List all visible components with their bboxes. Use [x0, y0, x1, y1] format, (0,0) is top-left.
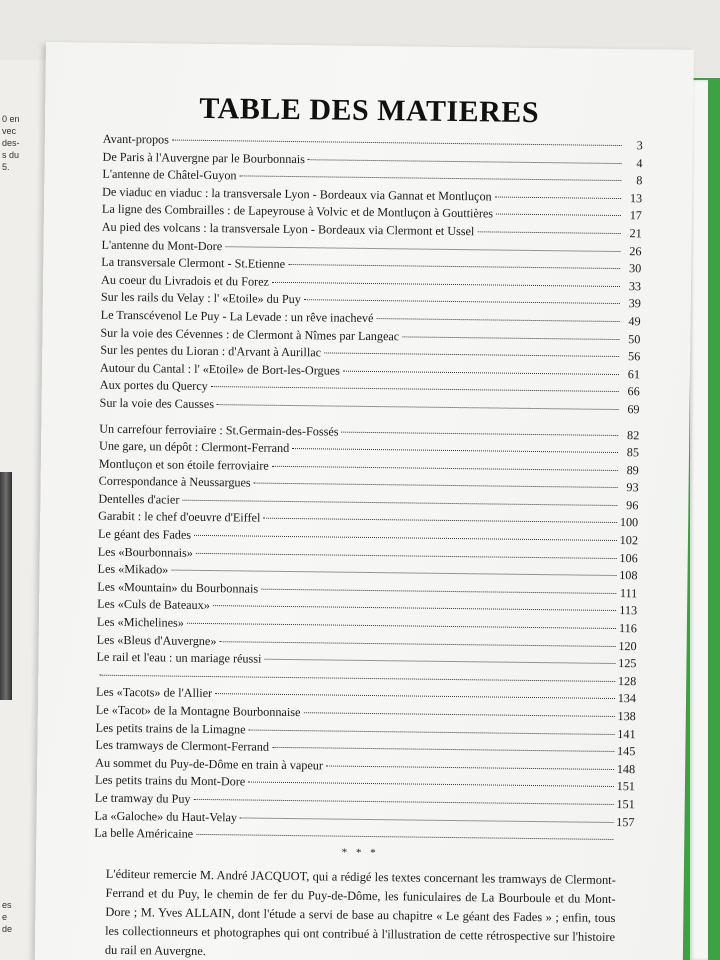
toc-entry-title: De Paris à l'Auvergne par le Bourbonnais	[102, 149, 306, 166]
toc-leader-dots	[288, 264, 620, 269]
toc-entry-title: Au coeur du Livradois et du Forez	[101, 272, 270, 289]
toc-entry-title: Garabit : le chef d'oeuvre d'Eiffel	[98, 509, 261, 526]
toc-entry-title: La belle Américaine	[94, 825, 194, 842]
toc-entry-title: Au sommet du Puy-de-Dôme en train à vapeur	[95, 755, 324, 773]
toc-leader-dots	[99, 675, 615, 682]
toc-page-number: 145	[617, 744, 636, 759]
left-page-photo	[0, 472, 12, 700]
separator: * * *	[341, 846, 379, 860]
toc-page-number: 30	[629, 261, 642, 276]
toc-leader-dots	[264, 659, 615, 664]
toc-leader-dots	[261, 589, 616, 594]
toc-leader-dots	[477, 231, 620, 234]
toc-entry-title: Sur la voie des Causses	[99, 395, 215, 411]
toc-entry-title: Au pied des volcans : la transversale Lyon - Bordeaux via Clermont et Ussel	[101, 219, 475, 239]
toc-leader-dots	[187, 623, 616, 629]
toc-entry-title: Sur les rails du Velay : l' «Etoile» du Puy	[100, 290, 301, 307]
toc-leader-dots	[248, 782, 613, 787]
toc-leader-dots	[240, 817, 613, 823]
toc-page-number: 138	[617, 709, 636, 724]
toc-page-number: 69	[627, 402, 640, 417]
toc-entry-title: Les petits trains du Mont-Dore	[94, 773, 246, 789]
toc-page-number: 151	[616, 779, 636, 794]
toc-page-number: 106	[619, 550, 638, 565]
toc-page-number: 4	[636, 155, 643, 170]
toc-leader-dots	[225, 246, 620, 252]
toc-entry-title: Une gare, un dépôt : Clermont-Ferrand	[98, 438, 290, 456]
toc-page-number: 113	[619, 603, 638, 618]
toc-leader-dots	[194, 799, 614, 805]
toc-leader-dots	[213, 606, 616, 612]
toc-leader-dots	[376, 318, 619, 322]
toc-entry-title: Le géant des Fades	[97, 526, 192, 542]
left-page-snippet: des-	[2, 138, 20, 148]
acknowledgement-text: L'éditeur remercie M. André JACQUOT, qui a rédigé les textes concernant les tramways de Clermont-Ferrand et du Puy, le chemin de fer du Puy-de-Dôme, les funiculaires de La Bourboule et du Mont-Dore ; M. Yves ALLAIN, dont l'étude a servi de base au chapitre « Le géant des Fades » ; enfin, tous les collectionneurs et photographes qui ont contribué à l'illustration de cette rétrospective sur l'histoire du rail en Auvergne.	[104, 866, 616, 959]
toc-entry-title: Les «Mountain» du Bourbonnais	[97, 579, 259, 596]
toc-page-number: 157	[616, 814, 635, 829]
toc-leader-dots	[308, 159, 622, 164]
toc-page-number: 141	[617, 726, 636, 741]
toc-entry-title: Les petits trains de la Limagne	[95, 720, 246, 737]
toc-page-number: 17	[629, 208, 643, 223]
toc-page-number: 96	[626, 497, 639, 513]
toc-page-number: 148	[616, 761, 636, 777]
toc-entry-title: Les «Tacots» de l'Allier	[95, 685, 213, 701]
left-page-snippet: e	[2, 912, 8, 922]
toc-entry-title: Le rail et l'eau : un mariage réussi	[96, 649, 262, 666]
toc-page-number: 82	[626, 427, 640, 442]
toc-entry-title: Le tramway du Puy	[94, 790, 191, 806]
toc-entry-title: Autour du Cantal : l' «Etoile» de Bort-les-Orgues	[99, 360, 341, 378]
toc-entry-title: Les «Mikado»	[97, 561, 169, 577]
toc-page-number: 61	[627, 366, 641, 381]
left-page-snippet: 0 en	[2, 114, 20, 124]
toc-page-number: 50	[628, 331, 641, 346]
toc-page-number: 49	[628, 314, 641, 329]
toc-leader-dots	[196, 834, 613, 840]
toc-leader-dots	[217, 404, 619, 410]
toc-leader-dots	[272, 747, 614, 752]
toc-entry-title: Montluçon et son étoile ferroviaire	[98, 456, 269, 473]
toc-page-number: 151	[616, 796, 635, 812]
toc-page-number: 93	[626, 480, 639, 495]
toc-entry-title: L'antenne du Mont-Dore	[101, 237, 223, 253]
toc-page-number: 120	[618, 638, 637, 653]
toc-leader-dots	[496, 214, 621, 217]
toc-leader-dots	[292, 448, 618, 453]
left-page-snippet: vec	[2, 126, 17, 136]
toc-entry-title: La «Galoche» du Haut-Velay	[94, 808, 238, 824]
toc-leader-dots	[172, 140, 622, 146]
toc-leader-dots	[240, 176, 622, 182]
toc-entry-title: Dentelles d'acier	[98, 491, 180, 507]
toc-page-number: 3	[636, 138, 643, 153]
toc-entry-title: De viaduc en viaduc : la transversale Lyon - Bordeaux via Gannat et Montluçon	[102, 184, 492, 204]
toc-page-number: 89	[626, 462, 639, 477]
toc-entry-title: L'antenne de Châtel-Guyon	[102, 166, 237, 183]
toc-page-number: 26	[629, 243, 642, 258]
left-page-snippet: s du	[2, 150, 20, 160]
toc-leader-dots	[304, 300, 620, 305]
toc-leader-dots	[495, 196, 621, 199]
toc-leader-dots	[343, 370, 619, 374]
toc-entry-title: Sur la voie des Cévennes : de Clermont à Nîmes par Langeac	[100, 325, 400, 343]
left-page-snippet: es	[2, 900, 12, 910]
toc-entry-title: Les tramways de Clermont-Ferrand	[95, 737, 270, 754]
toc-entry-title: Correspondance à Neussargues	[98, 473, 251, 490]
toc-leader-dots	[254, 483, 618, 488]
page-edges	[690, 80, 708, 960]
toc-leader-dots	[211, 386, 619, 392]
toc-leader-dots	[342, 431, 619, 435]
toc-leader-dots	[326, 765, 614, 770]
toc-page-number: 85	[626, 445, 640, 460]
toc-entry-title: Les «Bourbonnais»	[97, 544, 193, 560]
toc-page-number: 21	[629, 226, 642, 241]
toc-entry-title: Les «Culs de Bateaux»	[97, 597, 210, 613]
toc-page-number: 13	[629, 190, 643, 206]
toc-leader-dots	[324, 353, 619, 358]
toc-page-number: 116	[618, 621, 637, 636]
toc-entry-title: Les «Michelines»	[96, 614, 185, 630]
toc-leader-dots	[171, 570, 616, 576]
page-title: TABLE DES MATIERES	[199, 91, 540, 130]
toc-entry-title: Les «Bleus d'Auvergne»	[96, 632, 217, 648]
toc-leader-dots	[219, 641, 615, 647]
toc-entry-title: La ligne des Combrailles : de Lapeyrouse à Volvic et de Montluçon à Gouttières	[101, 202, 494, 221]
toc-leader-dots	[263, 518, 617, 523]
toc-entry-title: Sur les pentes du Lioran : d'Arvant à Aurillac	[100, 342, 322, 360]
toc-page-number: 108	[619, 568, 638, 583]
toc-leader-dots	[303, 712, 614, 717]
toc-page-number: 33	[628, 278, 642, 294]
toc-page-number: 128	[617, 673, 637, 689]
toc-page-number: 66	[627, 384, 640, 399]
toc-entry-title: La transversale Clermont - St.Etienne	[101, 254, 286, 272]
toc-leader-dots	[215, 694, 615, 700]
toc-leader-dots	[194, 535, 617, 541]
toc-entry-title: Aux portes du Quercy	[99, 377, 208, 394]
toc-entry-title: Avant-propos	[102, 131, 170, 147]
toc-list	[94, 132, 643, 850]
toc-page-number: 39	[628, 296, 641, 311]
left-page-snippet: 5.	[2, 162, 10, 172]
toc-page	[35, 42, 694, 960]
toc-leader-dots	[402, 336, 619, 340]
toc-leader-dots	[196, 553, 617, 559]
toc-page-number: 111	[619, 585, 638, 601]
toc-page-number: 134	[617, 691, 637, 706]
toc-page-number: 125	[618, 656, 637, 671]
toc-leader-dots	[182, 500, 617, 506]
toc-entry-title: Le «Tacot» de la Montagne Bourbonnaise	[95, 702, 301, 720]
toc-leader-dots	[272, 465, 618, 470]
left-page-snippet: de	[2, 924, 13, 934]
toc-leader-dots	[249, 729, 615, 734]
toc-page-number: 100	[619, 515, 639, 530]
toc-entry-title: Un carrefour ferroviaire : St.Germain-des-Fossés	[99, 421, 339, 439]
toc-page-number: 8	[636, 173, 643, 188]
toc-page-number: 56	[627, 349, 641, 364]
toc-entry-title: Le Transcévenol Le Puy - La Levade : un rêve inachevé	[100, 307, 374, 325]
toc-page-number: 102	[619, 533, 639, 548]
toc-leader-dots	[272, 282, 620, 287]
